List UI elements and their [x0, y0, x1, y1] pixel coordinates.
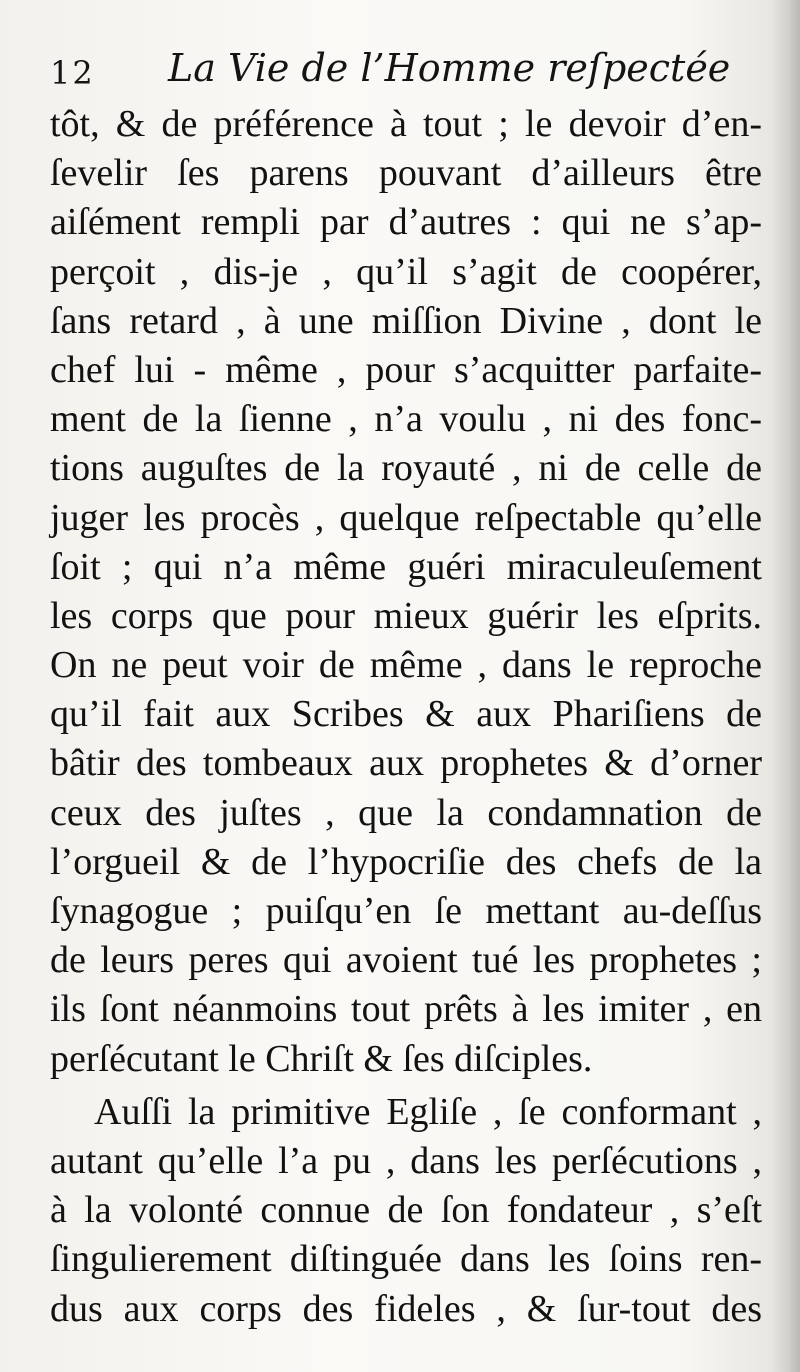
text-line: perſécutant le Chriſt & ſes diſciples.: [50, 1037, 593, 1080]
text-line: l’orgueil & de l’hypocriſie des chefs de la: [50, 840, 762, 883]
text-line: ſynagogue ; puiſqu’en ſe mettant au-deſſus: [50, 890, 762, 932]
text-line: les corps que pour mieux guérir les eſprits.: [50, 594, 762, 637]
text-line: chef lui - même , pour s’acquitter parfaite-: [50, 348, 762, 391]
text-line: ſevelir ſes parens pouvant d’ailleurs être: [50, 152, 762, 195]
running-title: La Vie de l’Homme reſpectée: [168, 46, 731, 90]
text-line: dus aux corps des fideles , & ſur-tout des: [50, 1287, 762, 1330]
text-line: Auſſi la primitive Egliſe , ſe conformant ,: [94, 1090, 762, 1133]
paragraph-1: [50, 100, 762, 1084]
text-line: ment de la ſienne , n’a voulu , ni des fonc-: [50, 398, 762, 441]
page-number: 12: [50, 54, 95, 92]
page-header: [50, 44, 750, 104]
text-line: ſingulierement diſtinguée dans les ſoins ren-: [50, 1238, 762, 1281]
text-line: aiſément rempli par d’autres : qui ne s’ap-: [50, 201, 762, 244]
body-text: [50, 100, 762, 1334]
text-line: à la volonté connue de ſon fondateur , s’eſt: [50, 1189, 762, 1232]
text-line: ceux des juſtes , que la condamnation de: [50, 791, 762, 834]
text-line: ſoit ; qui n’a même guéri miraculeuſement: [50, 545, 762, 588]
text-line: autant qu’elle l’a pu , dans les perſécutions ,: [50, 1139, 762, 1182]
text-line: juger les procès , quelque reſpectable qu’elle: [50, 496, 762, 539]
text-line: tions auguſtes de la royauté , ni de celle de: [50, 447, 762, 490]
text-line: de leurs peres qui avoient tué les prophetes ;: [50, 939, 762, 982]
text-line: bâtir des tombeaux aux prophetes & d’orner: [50, 742, 762, 785]
text-line: ils ſont néanmoins tout prêts à les imiter , en: [50, 988, 762, 1031]
text-line: On ne peut voir de même , dans le reproche: [50, 644, 762, 687]
page-edge-shadow: [772, 0, 800, 1372]
text-line: qu’il fait aux Scribes & aux Phariſiens de: [50, 693, 762, 736]
text-line: tôt, & de préférence à tout ; le devoir d’en-: [50, 103, 762, 145]
text-line: perçoit , dis-je , qu’il s’agit de coopérer,: [50, 250, 762, 293]
paragraph-2: [50, 1088, 762, 1334]
text-line: ſans retard , à une miſſion Divine , dont le: [50, 299, 762, 342]
